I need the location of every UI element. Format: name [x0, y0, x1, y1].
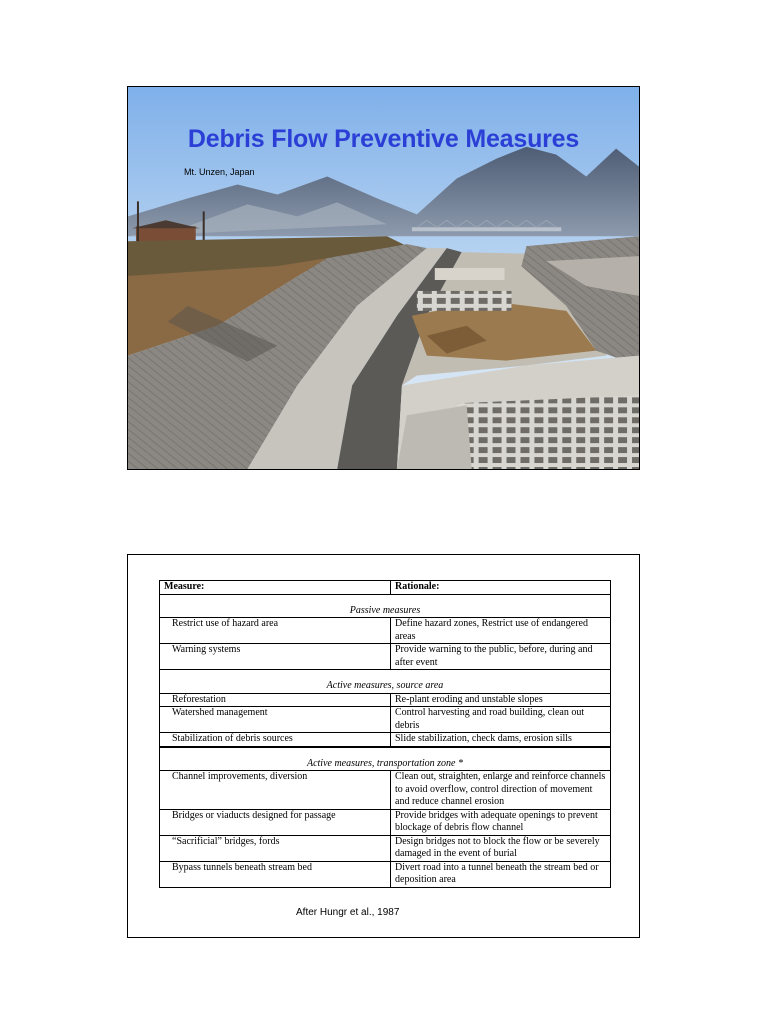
table-row: [160, 733, 611, 747]
rationale-cell: Re-plant eroding and unstable slopes: [391, 693, 611, 707]
measure-cell: Warning systems: [160, 644, 391, 670]
section-title: Active measures, source area: [160, 670, 611, 694]
rationale-cell: Divert road into a tunnel beneath the stream bed or deposition area: [391, 861, 611, 887]
measure-cell: Bypass tunnels beneath stream bed: [160, 861, 391, 887]
rationale-cell: Slide stabilization, check dams, erosion sills: [391, 733, 611, 747]
section-row: [160, 670, 611, 694]
table-row: [160, 618, 611, 644]
measure-cell: Stabilization of debris sources: [160, 733, 391, 747]
slide-title: Debris Flow Preventive Measures: [187, 125, 580, 153]
table-row: [160, 861, 611, 887]
rationale-cell: Design bridges not to block the flow or be severely damaged in the event of burial: [391, 835, 611, 861]
slide-table: [127, 554, 640, 938]
photo-caption: Mt. Unzen, Japan: [184, 167, 255, 177]
measure-cell: Reforestation: [160, 693, 391, 707]
section-title: Active measures, transportation zone *: [160, 747, 611, 771]
measure-cell: Bridges or viaducts designed for passage: [160, 809, 391, 835]
measure-cell: Watershed management: [160, 707, 391, 733]
section-title: Passive measures: [160, 594, 611, 618]
table-row: [160, 771, 611, 810]
section-row: [160, 747, 611, 771]
header-rationale: Rationale:: [391, 581, 611, 595]
table-row: [160, 835, 611, 861]
measure-cell: Restrict use of hazard area: [160, 618, 391, 644]
measure-cell: “Sacrificial” bridges, fords: [160, 835, 391, 861]
rationale-cell: Provide warning to the public, before, during and after event: [391, 644, 611, 670]
rationale-cell: Define hazard zones, Restrict use of endangered areas: [391, 618, 611, 644]
table-header-row: [160, 581, 611, 595]
slide-photo: [127, 86, 640, 470]
rationale-cell: Clean out, straighten, enlarge and reinforce channels to avoid overflow, control direction of movement and reduce channel erosion: [391, 771, 611, 810]
header-measure: Measure:: [160, 581, 391, 595]
source-citation: After Hungr et al., 1987: [296, 907, 400, 918]
rationale-cell: Control harvesting and road building, clean out debris: [391, 707, 611, 733]
table-row: [160, 809, 611, 835]
rationale-cell: Provide bridges with adequate openings to prevent blockage of debris flow channel: [391, 809, 611, 835]
measures-table: [159, 580, 611, 888]
section-row: [160, 594, 611, 618]
table-row: [160, 644, 611, 670]
table-row: [160, 693, 611, 707]
table-row: [160, 707, 611, 733]
measure-cell: Channel improvements, diversion: [160, 771, 391, 810]
